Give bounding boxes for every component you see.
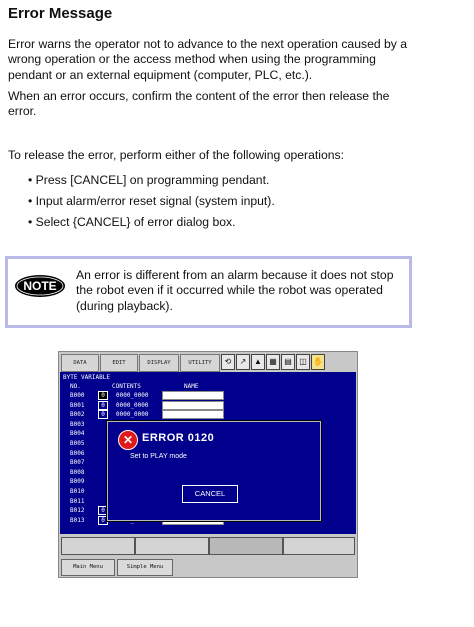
name-field[interactable] [162,410,224,419]
svg-text:NOTE: NOTE [23,279,57,293]
pendant-screen [58,351,358,578]
status-field [61,537,135,555]
table-row[interactable] [70,410,230,419]
row-number: B011 [70,497,85,505]
program-icon: ▤ [281,354,295,370]
row-number: B008 [70,468,85,476]
menu-utility[interactable]: UTILITY [180,354,220,372]
confirm-paragraph: When an error occurs, confirm the content of the error then release the error. [8,89,390,119]
robot-icon: ⟲ [221,354,235,370]
release-steps-list [28,170,275,233]
note-badge-icon [14,274,66,298]
row-number: B005 [70,440,85,447]
error-title: ERROR 0120 [142,432,215,444]
simple-menu-button[interactable]: Simple Menu [117,559,173,576]
row-number: B013 [70,516,85,524]
status-field [209,537,283,555]
hand-icon: ✋ [311,354,325,370]
row-number: B009 [70,478,85,486]
name-field[interactable] [162,391,224,400]
row-number: B004 [70,430,85,438]
intro-paragraph: Error warns the operator not to advance to the next operation caused by a wrong operation or the access method when using the programming pendant or an external equipment (computer, PLC, etc.). [8,37,408,82]
status-bar [60,537,356,555]
row-number: B006 [70,449,85,457]
row-number: B012 [70,507,85,515]
value-field[interactable]: 0 [98,506,108,515]
error-dialog [107,421,321,521]
coordinate-icon: ↗ [236,354,250,370]
page-title: Error Message [8,5,113,22]
row-number: B007 [70,459,85,467]
binary-value: 0000_0000 [116,392,149,399]
binary-value: 0000_0000 [116,411,149,419]
release-paragraph: To release the error, perform either of the following operations: [8,148,345,162]
value-field[interactable]: 0 [98,401,108,410]
note-box [5,256,412,328]
main-menu-button[interactable]: Main Menu [61,559,115,576]
list-item: • Press [CANCEL] on programming pendant. [28,170,275,191]
tool-icon: ◫ [296,354,310,370]
value-field[interactable]: 0 [98,391,108,400]
value-field[interactable]: 0 [98,410,108,419]
status-field [135,537,209,555]
error-icon: ✕ [118,430,138,450]
row-number: B010 [70,488,85,495]
binary-value: 0000_0000 [116,401,149,409]
row-number: B003 [70,420,85,428]
column-name: NAME [184,383,199,390]
list-item: • Input alarm/error reset signal (system input). [28,191,275,212]
row-number: B001 [70,401,85,409]
bottom-bar [59,557,357,577]
cancel-button[interactable]: CANCEL [182,485,238,503]
mode-icon: ▦ [266,354,280,370]
window-title: BYTE VARIABLE [63,374,110,381]
menu-edit[interactable]: EDIT [100,354,138,372]
table-row[interactable] [70,401,230,410]
value-field[interactable]: 0 [98,516,108,525]
byte-variable-window [60,372,356,534]
column-no: NO. [70,383,81,390]
menu-bar [59,352,357,372]
menu-data[interactable]: DATA [61,354,99,372]
table-row[interactable] [70,391,230,400]
status-field [283,537,355,555]
speed-icon: ▲ [251,354,265,370]
note-text: An error is different from an alarm because it does not stop the robot even if it occurred while the robot was operated (during playback). [76,268,394,313]
row-number: B000 [70,392,85,399]
row-number: B002 [70,411,85,419]
menu-display[interactable]: DISPLAY [139,354,179,372]
error-message: Set to PLAY mode [130,453,187,460]
name-field[interactable] [162,401,224,410]
list-item: • Select {CANCEL} of error dialog box. [28,212,275,233]
column-contents: CONTENTS [112,383,141,390]
